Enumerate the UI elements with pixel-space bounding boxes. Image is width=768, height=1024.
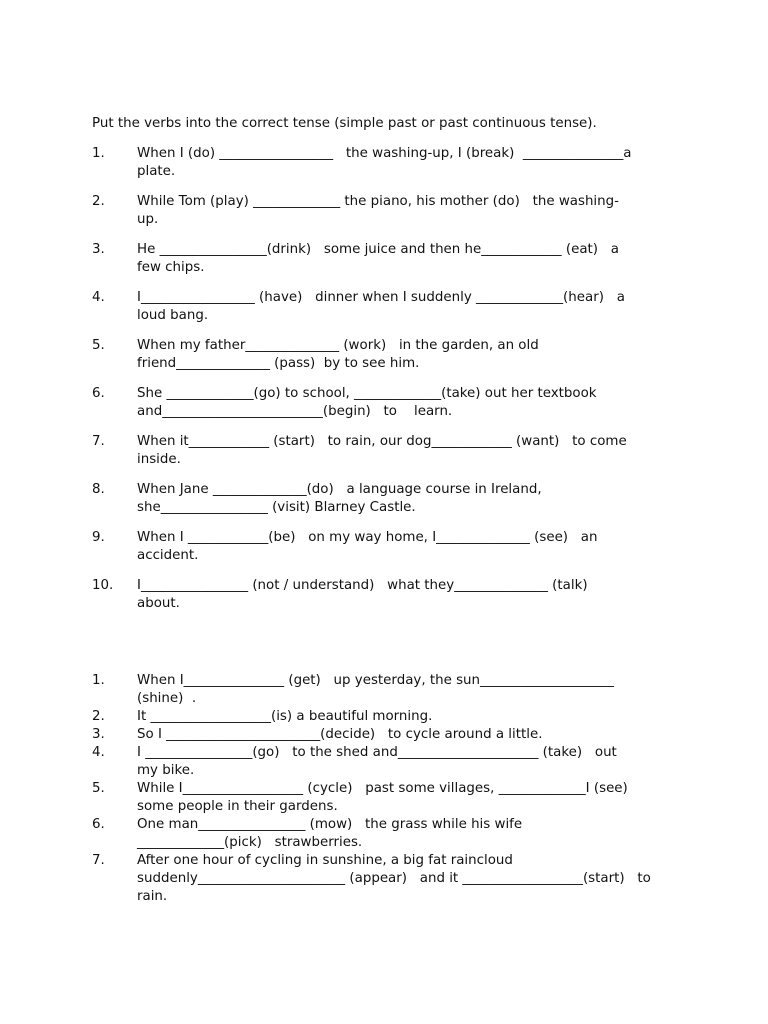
item-number: 3. [92,727,105,742]
exercise-2-item [92,726,682,744]
item-number: 9. [92,530,105,545]
item-number: 7. [92,434,105,449]
exercise-1-item [92,433,682,469]
item-text: When I_______________ (get) up yesterday, the sun____________________ (shine) . [137,673,614,706]
item-number: 6. [92,386,105,401]
item-text: It __________________(is) a beautiful morning. [137,709,433,724]
item-text: I________________ (not / understand) what they______________ (talk) about. [137,578,588,611]
item-text: When I (do) _________________ the washing-up, I (break) _______________a plate. [137,146,632,179]
item-number: 1. [92,673,105,688]
exercise-1-item [92,337,682,373]
item-text: I_________________ (have) dinner when I suddenly _____________(hear) a loud bang. [137,290,625,323]
exercise-list-2 [92,672,682,906]
exercise-2-item [92,672,682,708]
item-text: When it____________ (start) to rain, our dog____________ (want) to come inside. [137,434,627,467]
exercise-list-1 [92,145,682,625]
item-text: While Tom (play) _____________ the piano, his mother (do) the washing- up. [137,194,619,227]
item-number: 4. [92,745,105,760]
exercise-1-item [92,145,682,181]
exercise-2-item [92,816,682,852]
item-number: 8. [92,482,105,497]
item-number: 2. [92,709,105,724]
item-text: He ________________(drink) some juice and then he____________ (eat) a few chips. [137,242,619,275]
instructions: Put the verbs into the correct tense (simple past or past continuous tense). [92,116,597,131]
exercise-2-item [92,708,682,726]
exercise-1-item [92,481,682,517]
item-number: 1. [92,146,105,161]
item-number: 5. [92,781,105,796]
item-text: She _____________(go) to school, _____________(take) out her textbook and________________________(begin) to learn. [137,386,597,419]
exercise-2-item [92,852,682,906]
item-text: When I ____________(be) on my way home, I______________ (see) an accident. [137,530,598,563]
exercise-1-item [92,385,682,421]
exercise-1-item [92,289,682,325]
item-text: When Jane ______________(do) a language course in Ireland, she________________ (visit) Blarney Castle. [137,482,542,515]
exercise-1-item [92,529,682,565]
item-text: So I _______________________(decide) to cycle around a little. [137,727,543,742]
item-number: 10. [92,578,114,593]
exercise-2-item [92,744,682,780]
item-text: While I__________________ (cycle) past some villages, _____________I (see) some people in their gardens. [137,781,628,814]
exercise-1-item [92,241,682,277]
exercise-1-item [92,193,682,229]
item-text: When my father______________ (work) in the garden, an old friend______________ (pass) by to see him. [137,338,539,371]
item-text: After one hour of cycling in sunshine, a big fat raincloud suddenly______________________ (appear) and it __________________(start) to rain. [137,853,651,904]
item-number: 6. [92,817,105,832]
exercise-1-item [92,577,682,613]
item-text: One man________________ (mow) the grass while his wife _____________(pick) strawberries. [137,817,523,850]
item-number: 4. [92,290,105,305]
exercise-2-item [92,780,682,816]
item-number: 5. [92,338,105,353]
item-number: 7. [92,853,105,868]
item-text: I ________________(go) to the shed and_____________________ (take) out my bike. [137,745,617,778]
item-number: 3. [92,242,105,257]
item-number: 2. [92,194,105,209]
